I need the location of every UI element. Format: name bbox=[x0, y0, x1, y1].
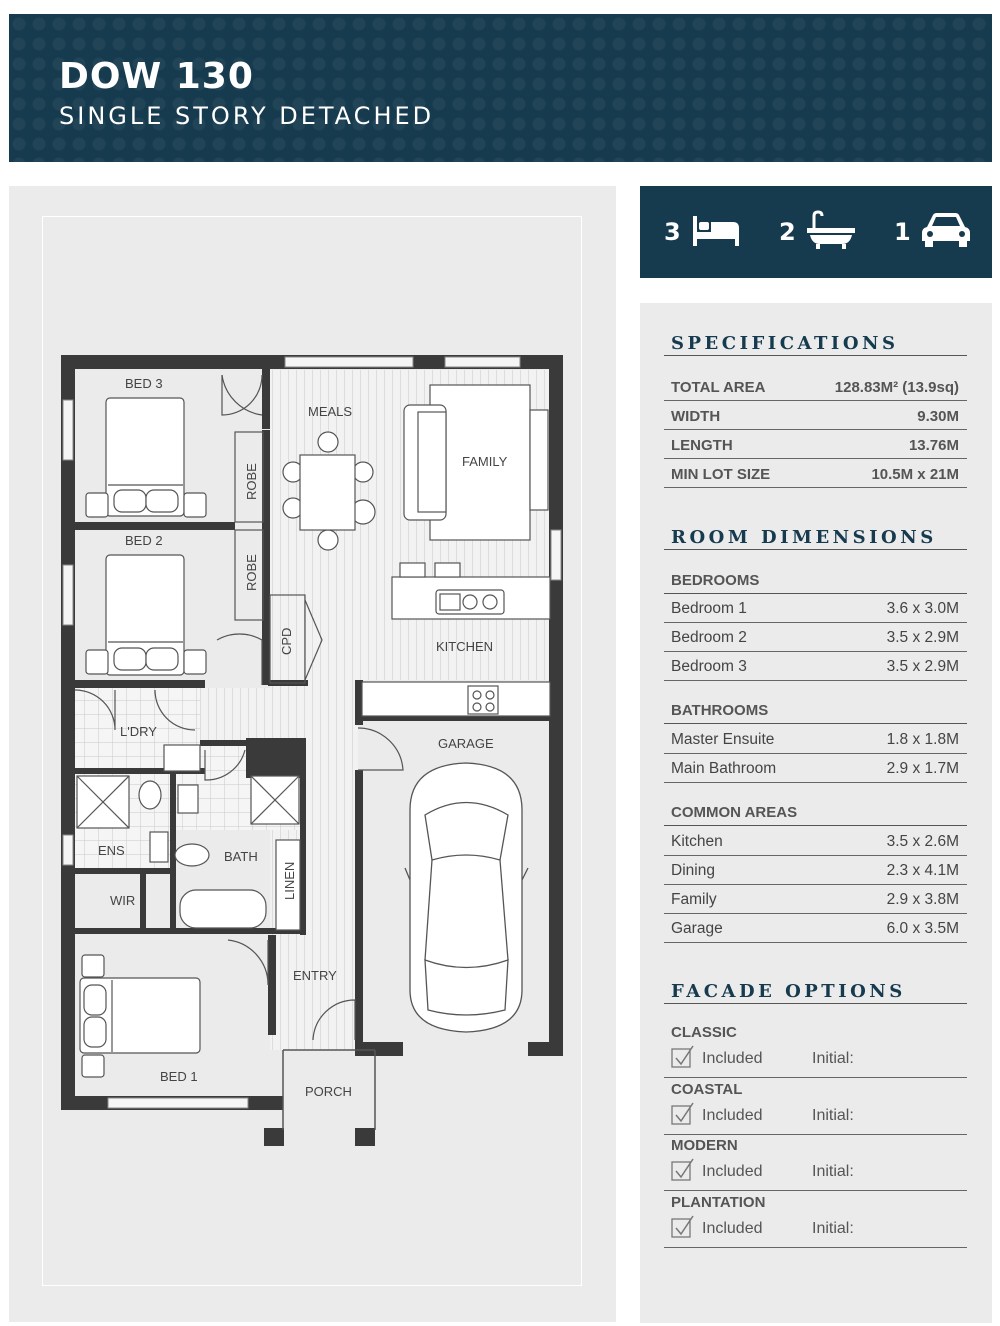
dim-label: Kitchen bbox=[671, 833, 723, 850]
bed-2-furniture bbox=[86, 555, 206, 675]
label-linen: LINEN bbox=[282, 861, 297, 900]
facade-name: MODERN bbox=[671, 1137, 738, 1154]
facade-initial: Initial: bbox=[812, 1220, 854, 1237]
dim-value: 3.6 x 3.0M bbox=[886, 600, 959, 617]
facade-option-plantation bbox=[664, 1190, 967, 1248]
dim-row-ensuite bbox=[664, 724, 967, 754]
spec-value: 9.30M bbox=[917, 408, 959, 425]
label-robe-1: ROBE bbox=[244, 463, 259, 500]
label-wir: WIR bbox=[110, 893, 136, 908]
dim-row-bedroom-2 bbox=[664, 622, 967, 652]
spec-row-total-area bbox=[664, 371, 967, 401]
checkbox-checked-icon[interactable] bbox=[671, 1045, 695, 1074]
dim-label: Bedroom 2 bbox=[671, 629, 747, 646]
dim-value: 2.9 x 1.7M bbox=[886, 760, 959, 777]
garage-count bbox=[894, 186, 971, 278]
car-icon bbox=[921, 211, 971, 254]
facade-name: CLASSIC bbox=[671, 1024, 737, 1041]
facade-included: Included bbox=[702, 1050, 763, 1067]
facade-name: PLANTATION bbox=[671, 1194, 766, 1211]
spec-row-min-lot bbox=[664, 458, 967, 488]
dim-value: 3.5 x 2.9M bbox=[886, 658, 959, 675]
dim-row-family bbox=[664, 884, 967, 914]
bed-icon bbox=[691, 212, 741, 253]
spec-label: TOTAL AREA bbox=[671, 379, 766, 396]
label-family: FAMILY bbox=[462, 454, 508, 469]
common-areas-label: COMMON AREAS bbox=[671, 804, 798, 821]
spec-row-width bbox=[664, 400, 967, 430]
dim-row-bedroom-3 bbox=[664, 651, 967, 681]
dim-label: Dining bbox=[671, 862, 715, 879]
bathroom-count bbox=[779, 186, 856, 278]
dim-label: Family bbox=[671, 891, 717, 908]
feature-icons-bar bbox=[640, 186, 992, 278]
label-robe-2: ROBE bbox=[244, 554, 259, 591]
facade-option-modern bbox=[664, 1133, 967, 1191]
spec-label: MIN LOT SIZE bbox=[671, 466, 771, 483]
spec-row-length bbox=[664, 429, 967, 459]
dim-value: 3.5 x 2.6M bbox=[886, 833, 959, 850]
bed-3-furniture bbox=[86, 398, 206, 517]
facade-initial: Initial: bbox=[812, 1163, 854, 1180]
page-title: DOW 130 bbox=[59, 56, 254, 97]
dim-label: Bedroom 3 bbox=[671, 658, 747, 675]
bedroom-count-value: 3 bbox=[664, 218, 681, 246]
facade-name: COASTAL bbox=[671, 1081, 743, 1098]
garage-count-value: 1 bbox=[894, 218, 911, 246]
facade-options-title: FACADE OPTIONS bbox=[671, 981, 906, 1002]
spec-value: 128.83M² (13.9sq) bbox=[834, 379, 959, 396]
facade-included: Included bbox=[702, 1220, 763, 1237]
dim-value: 2.3 x 4.1M bbox=[886, 862, 959, 879]
bed-1-furniture bbox=[80, 955, 200, 1077]
dim-row-garage bbox=[664, 913, 967, 943]
label-porch: PORCH bbox=[305, 1084, 352, 1099]
facade-initial: Initial: bbox=[812, 1107, 854, 1124]
specifications-panel bbox=[640, 303, 992, 1323]
room-dimensions-title: ROOM DIMENSIONS bbox=[671, 527, 937, 548]
label-bath: BATH bbox=[224, 849, 258, 864]
dim-value: 6.0 x 3.5M bbox=[886, 920, 959, 937]
bedroom-count bbox=[664, 186, 741, 278]
dim-label: Main Bathroom bbox=[671, 760, 777, 777]
garage-car bbox=[405, 763, 528, 1032]
label-meals: MEALS bbox=[308, 404, 353, 419]
checkbox-checked-icon[interactable] bbox=[671, 1158, 695, 1187]
dim-row-bedroom-1 bbox=[664, 593, 967, 623]
checkbox-checked-icon[interactable] bbox=[671, 1102, 695, 1131]
dim-row-kitchen bbox=[664, 826, 967, 856]
label-bed2: BED 2 bbox=[125, 533, 163, 548]
label-kitchen: KITCHEN bbox=[436, 639, 494, 654]
dim-row-dining bbox=[664, 855, 967, 885]
dim-value: 3.5 x 2.9M bbox=[886, 629, 959, 646]
section-rule bbox=[664, 355, 967, 356]
label-garage: GARAGE bbox=[438, 736, 494, 751]
facade-option-coastal bbox=[664, 1077, 967, 1135]
dim-label: Master Ensuite bbox=[671, 731, 775, 748]
specifications-title: SPECIFICATIONS bbox=[671, 333, 899, 354]
dim-value: 1.8 x 1.8M bbox=[886, 731, 959, 748]
label-bed3: BED 3 bbox=[125, 376, 163, 391]
checkbox-checked-icon[interactable] bbox=[671, 1215, 695, 1244]
spec-label: WIDTH bbox=[671, 408, 721, 425]
facade-option-classic bbox=[664, 1020, 967, 1078]
bathrooms-label: BATHROOMS bbox=[671, 702, 769, 719]
dim-label: Bedroom 1 bbox=[671, 600, 747, 617]
label-bed1: BED 1 bbox=[160, 1069, 198, 1084]
section-rule bbox=[664, 549, 967, 550]
page-subtitle: SINGLE STORY DETACHED bbox=[59, 102, 435, 130]
bathroom-count-value: 2 bbox=[779, 218, 796, 246]
spec-value: 13.76M bbox=[908, 437, 959, 454]
facade-initial: Initial: bbox=[812, 1050, 854, 1067]
dim-label: Garage bbox=[671, 920, 723, 937]
label-entry: ENTRY bbox=[293, 968, 337, 983]
facade-included: Included bbox=[702, 1107, 763, 1124]
dim-value: 2.9 x 3.8M bbox=[886, 891, 959, 908]
label-ens: ENS bbox=[98, 843, 125, 858]
section-rule bbox=[664, 1003, 967, 1004]
bathtub-icon bbox=[806, 210, 856, 255]
label-cpd: CPD bbox=[279, 627, 294, 655]
spec-label: LENGTH bbox=[671, 437, 733, 454]
spec-value: 10.5M x 21M bbox=[871, 466, 959, 483]
facade-included: Included bbox=[702, 1163, 763, 1180]
label-ldry: L'DRY bbox=[120, 724, 157, 739]
dim-row-main-bath bbox=[664, 753, 967, 783]
bedrooms-label: BEDROOMS bbox=[671, 572, 760, 589]
